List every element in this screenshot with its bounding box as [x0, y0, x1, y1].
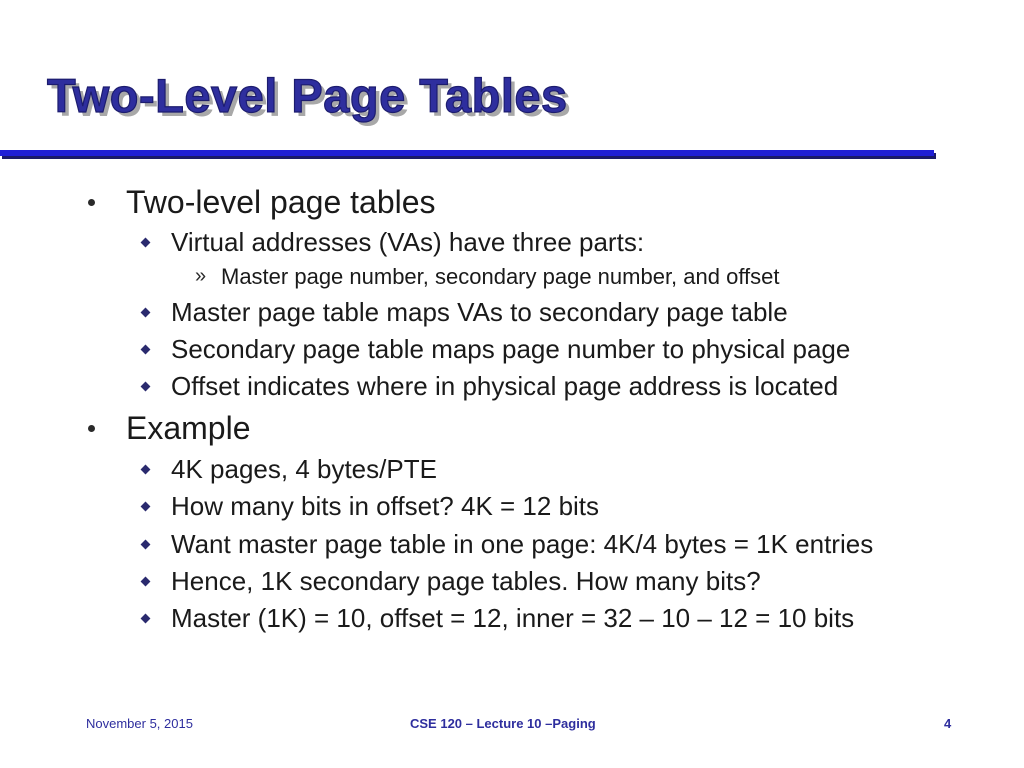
diamond-bullet-icon	[141, 502, 151, 512]
subbullet-text: Virtual addresses (VAs) have three parts:	[171, 227, 645, 257]
subbullet-text: How many bits in offset? 4K = 12 bits	[171, 491, 600, 521]
diamond-bullet-icon	[141, 382, 151, 392]
subbullet-master-in-one-page	[171, 529, 873, 559]
diamond-bullet-icon	[141, 308, 151, 318]
slide-title: Two-Level Page Tables	[47, 69, 568, 122]
footer-date: November 5, 2015	[86, 716, 193, 731]
diamond-bullet-icon	[141, 238, 151, 248]
diamond-bullet-icon	[141, 345, 151, 355]
subsubbullet-text: Master page number, secondary page number, and offset	[221, 264, 780, 289]
subbullet-virtual-addresses	[171, 227, 644, 257]
subbullet-text: Master (1K) = 10, offset = 12, inner = 32 – 10 – 12 = 10 bits	[171, 603, 855, 633]
subbullet-4k-pages	[171, 454, 437, 484]
bullet-text: Two-level page tables	[126, 184, 436, 220]
bullet-text: Example	[126, 410, 251, 446]
diamond-bullet-icon	[141, 540, 151, 550]
bullet-example	[126, 410, 251, 446]
subbullet-text: Hence, 1K secondary page tables. How many bits?	[171, 566, 761, 596]
bullet-two-level-page-tables	[126, 184, 436, 220]
subbullet-offset-bits	[171, 491, 599, 521]
diamond-bullet-icon	[141, 614, 151, 624]
subsubbullet-page-number-parts	[195, 264, 780, 290]
subbullet-secondary-tables-count	[171, 566, 761, 596]
subbullet-offset	[171, 371, 838, 401]
subbullet-text: Secondary page table maps page number to physical page	[171, 334, 851, 364]
subbullet-text: Want master page table in one page: 4K/4 bytes = 1K entries	[171, 529, 874, 559]
subbullet-text: 4K pages, 4 bytes/PTE	[171, 454, 437, 484]
subbullet-master-page-table	[171, 297, 788, 327]
title-underline	[0, 150, 934, 156]
subbullet-secondary-page-table	[171, 334, 850, 364]
subbullet-text: Offset indicates where in physical page address is located	[171, 371, 839, 401]
bullet-dot-icon	[88, 199, 95, 206]
footer-course-title: CSE 120 – Lecture 10 –Paging	[410, 716, 596, 731]
bullet-dot-icon	[88, 425, 95, 432]
subbullet-text: Master page table maps VAs to secondary page table	[171, 297, 788, 327]
footer-page-number: 4	[944, 716, 952, 731]
diamond-bullet-icon	[141, 465, 151, 475]
chevron-bullet-icon: »	[195, 265, 207, 287]
subbullet-bit-breakdown	[171, 603, 854, 633]
diamond-bullet-icon	[141, 577, 151, 587]
